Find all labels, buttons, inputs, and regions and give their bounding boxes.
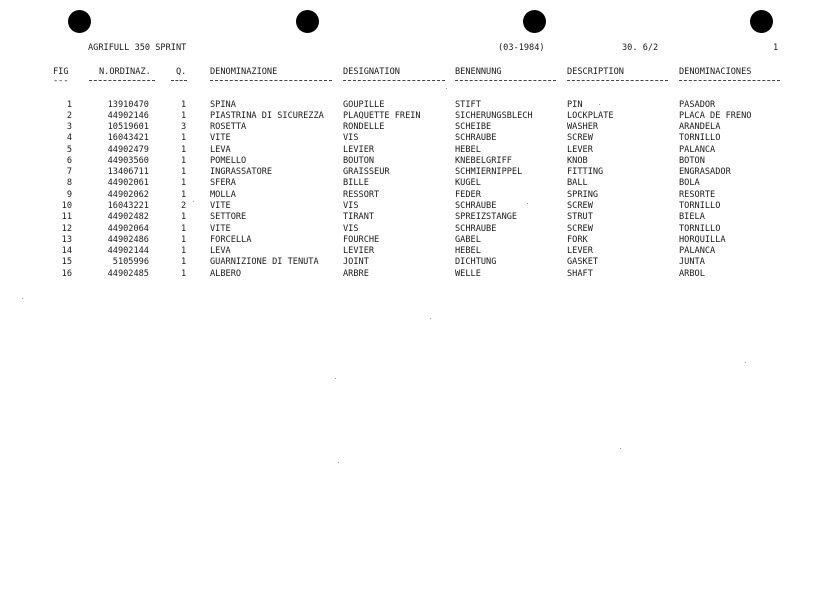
cell-denominazione: GUARNIZIONE DI TENUTA	[210, 257, 319, 268]
cell-description: SHAFT	[567, 268, 593, 279]
col-header-designation: DESIGNATION	[343, 67, 400, 77]
col-header-denominazione: DENOMINAZIONE	[210, 67, 278, 77]
benennung-underline	[455, 80, 556, 81]
cell-order-no: 44903560	[107, 155, 149, 166]
cell-fig: 3	[66, 122, 72, 132]
cell-description: STRUT	[567, 212, 593, 223]
cell-description: PIN	[567, 99, 583, 110]
cell-qty: 2	[181, 200, 187, 211]
cell-order-no: 5105996	[112, 257, 149, 268]
page-number: 1	[773, 43, 779, 53]
cell-denominaciones: TORNILLO	[679, 223, 721, 234]
cell-order-no: 44902062	[107, 189, 149, 200]
scan-speck	[193, 201, 194, 202]
cell-fig: 9	[66, 189, 72, 200]
cell-benennung: SCHEIBE	[455, 122, 492, 132]
cell-fig: 13	[61, 234, 72, 245]
cell-qty: 1	[181, 234, 187, 245]
cell-qty: 1	[181, 246, 187, 256]
cell-designation: GRAISSEUR	[343, 167, 390, 178]
cell-benennung: WELLE	[455, 268, 481, 279]
scan-speck	[527, 203, 528, 204]
cell-qty: 1	[181, 167, 187, 178]
section-code: 30. 6/2	[622, 43, 659, 53]
cell-denominazione: INGRASSATORE	[210, 167, 273, 178]
cell-benennung: HEBEL	[455, 144, 481, 155]
cell-designation: BILLE	[343, 178, 369, 189]
cell-designation: TIRANT	[343, 212, 375, 223]
cell-qty: 1	[181, 257, 187, 268]
cell-denominaciones: PALANCA	[679, 144, 716, 155]
cell-designation: VIS	[343, 223, 359, 234]
cell-order-no: 44902144	[107, 246, 149, 256]
cell-qty: 1	[181, 155, 187, 166]
cell-denominaciones: RESORTE	[679, 189, 716, 200]
cell-order-no: 44902061	[107, 178, 149, 189]
cell-description: WASHER	[567, 122, 599, 132]
cell-order-no: 13406711	[107, 167, 149, 178]
cell-description: LEVER	[567, 246, 593, 256]
cell-order-no: 44902482	[107, 212, 149, 223]
cell-benennung: GABEL	[455, 234, 481, 245]
cell-denominaciones: PALANCA	[679, 246, 716, 256]
scan-speck	[620, 448, 621, 449]
cell-description: LOCKPLATE	[567, 110, 614, 121]
cell-denominaciones: JUNTA	[679, 257, 705, 268]
cell-fig: 12	[61, 223, 72, 234]
cell-benennung: SCHRAUBE	[455, 133, 497, 144]
cell-description: FORK	[567, 234, 588, 245]
cell-qty: 1	[181, 110, 187, 121]
cell-qty: 1	[181, 144, 187, 155]
binder-hole-1	[68, 10, 91, 33]
cell-qty: 3	[181, 122, 187, 132]
cell-denominazione: POMELLO	[210, 155, 247, 166]
cell-denominazione: ALBERO	[210, 268, 242, 279]
col-header-description: DESCRIPTION	[567, 67, 624, 77]
cell-order-no: 44902479	[107, 144, 149, 155]
cell-denominazione: SFERA	[210, 178, 236, 189]
cell-denominazione: ROSETTA	[210, 122, 247, 132]
cell-denominazione: PIASTRINA DI SICUREZZA	[210, 110, 324, 121]
cell-benennung: SCHRAUBE	[455, 223, 497, 234]
cell-denominaciones: ENGRASADOR	[679, 167, 731, 178]
cell-benennung: DICHTUNG	[455, 257, 497, 268]
cell-description: FITTING	[567, 167, 604, 178]
cell-denominaciones: ARBOL	[679, 268, 705, 279]
cell-qty: 1	[181, 268, 187, 279]
cell-order-no: 44902485	[107, 268, 149, 279]
cell-denominaciones: TORNILLO	[679, 200, 721, 211]
cell-benennung: SPREIZSTANGE	[455, 212, 518, 223]
cell-fig: 7	[66, 167, 72, 178]
cell-designation: BOUTON	[343, 155, 375, 166]
cell-designation: VIS	[343, 133, 359, 144]
cell-denominazione: MOLLA	[210, 189, 236, 200]
cell-fig: 10	[61, 200, 72, 211]
cell-designation: LEVIER	[343, 144, 375, 155]
scan-speck	[430, 318, 431, 319]
cell-description: SCREW	[567, 133, 593, 144]
col-header-benennung: BENENNUNG	[455, 67, 502, 77]
scan-speck	[338, 462, 339, 463]
cell-order-no: 13910470	[107, 99, 149, 110]
binder-hole-4	[750, 10, 773, 33]
cell-denominazione: LEVA	[210, 246, 231, 256]
col-header-qty: Q.	[176, 67, 187, 77]
cell-description: LEVER	[567, 144, 593, 155]
cell-qty: 1	[181, 133, 187, 144]
denominazione-underline	[210, 80, 332, 81]
cell-benennung: SCHMIERNIPPEL	[455, 167, 523, 178]
cell-benennung: STIFT	[455, 99, 481, 110]
scan-speck	[335, 378, 336, 379]
cell-denominaciones: PLACA DE FRENO	[679, 110, 752, 121]
cell-fig: 16	[61, 268, 72, 279]
cell-benennung: KNEBELGRIFF	[455, 155, 512, 166]
cell-order-no: 16043421	[107, 133, 149, 144]
binder-hole-3	[523, 10, 546, 33]
cell-denominazione: SPINA	[210, 99, 236, 110]
cell-denominaciones: PASADOR	[679, 99, 716, 110]
cell-benennung: SICHERUNGSBLECH	[455, 110, 533, 121]
cell-fig: 15	[61, 257, 72, 268]
cell-benennung: SCHRAUBE	[455, 200, 497, 211]
cell-order-no: 44902064	[107, 223, 149, 234]
cell-fig: 11	[61, 212, 72, 223]
col-header-fig: FIG	[53, 67, 69, 77]
qty-underline	[171, 80, 187, 81]
cell-designation: ARBRE	[343, 268, 369, 279]
cell-description: SCREW	[567, 200, 593, 211]
cell-qty: 1	[181, 189, 187, 200]
scan-speck	[745, 362, 746, 363]
cell-designation: RONDELLE	[343, 122, 385, 132]
cell-designation: PLAQUETTE FREIN	[343, 110, 421, 121]
col-header-denominaciones: DENOMINACIONES	[679, 67, 752, 77]
cell-denominaciones: BOTON	[679, 155, 705, 166]
cell-qty: 1	[181, 223, 187, 234]
cell-denominazione: VITE	[210, 133, 231, 144]
cell-fig: 4	[66, 133, 72, 144]
cell-designation: VIS	[343, 200, 359, 211]
cell-denominaciones: HORQUILLA	[679, 234, 726, 245]
cell-denominaciones: ARANDELA	[679, 122, 721, 132]
cell-description: SPRING	[567, 189, 599, 200]
date-code: (03-1984)	[498, 43, 545, 53]
cell-denominazione: LEVA	[210, 144, 231, 155]
cell-fig: 14	[61, 246, 72, 256]
cell-designation: RESSORT	[343, 189, 380, 200]
cell-benennung: FEDER	[455, 189, 481, 200]
cell-denominaciones: TORNILLO	[679, 133, 721, 144]
cell-denominaciones: BOLA	[679, 178, 700, 189]
scan-speck	[599, 104, 600, 105]
cell-designation: GOUPILLE	[343, 99, 385, 110]
cell-fig: 1	[66, 99, 72, 110]
cell-order-no: 44902486	[107, 234, 149, 245]
cell-designation: FOURCHE	[343, 234, 380, 245]
col-header-order-no: N.ORDINAZ.	[99, 67, 151, 77]
cell-description: GASKET	[567, 257, 599, 268]
order-no-underline	[89, 80, 155, 81]
fig-underline: ---	[53, 76, 69, 86]
cell-description: KNOB	[567, 155, 588, 166]
cell-benennung: KUGEL	[455, 178, 481, 189]
cell-order-no: 10519601	[107, 122, 149, 132]
cell-fig: 6	[66, 155, 72, 166]
cell-benennung: HEBEL	[455, 246, 481, 256]
cell-denominazione: FORCELLA	[210, 234, 252, 245]
cell-denominazione: VITE	[210, 223, 231, 234]
scan-speck	[446, 88, 447, 89]
cell-fig: 2	[66, 110, 72, 121]
cell-denominaciones: BIELA	[679, 212, 705, 223]
scan-speck	[22, 298, 23, 299]
cell-denominazione: VITE	[210, 200, 231, 211]
cell-designation: LEVIER	[343, 246, 375, 256]
model-title: AGRIFULL 350 SPRINT	[88, 43, 187, 53]
cell-description: BALL	[567, 178, 588, 189]
binder-hole-2	[296, 10, 319, 33]
cell-qty: 1	[181, 212, 187, 223]
denominaciones-underline	[679, 80, 780, 81]
designation-underline	[343, 80, 445, 81]
cell-fig: 8	[66, 178, 72, 189]
cell-order-no: 44902146	[107, 110, 149, 121]
cell-designation: JOINT	[343, 257, 369, 268]
cell-qty: 1	[181, 99, 187, 110]
cell-fig: 5	[66, 144, 72, 155]
cell-denominazione: SETTORE	[210, 212, 247, 223]
cell-order-no: 16043221	[107, 200, 149, 211]
cell-qty: 1	[181, 178, 187, 189]
description-underline	[567, 80, 668, 81]
cell-description: SCREW	[567, 223, 593, 234]
